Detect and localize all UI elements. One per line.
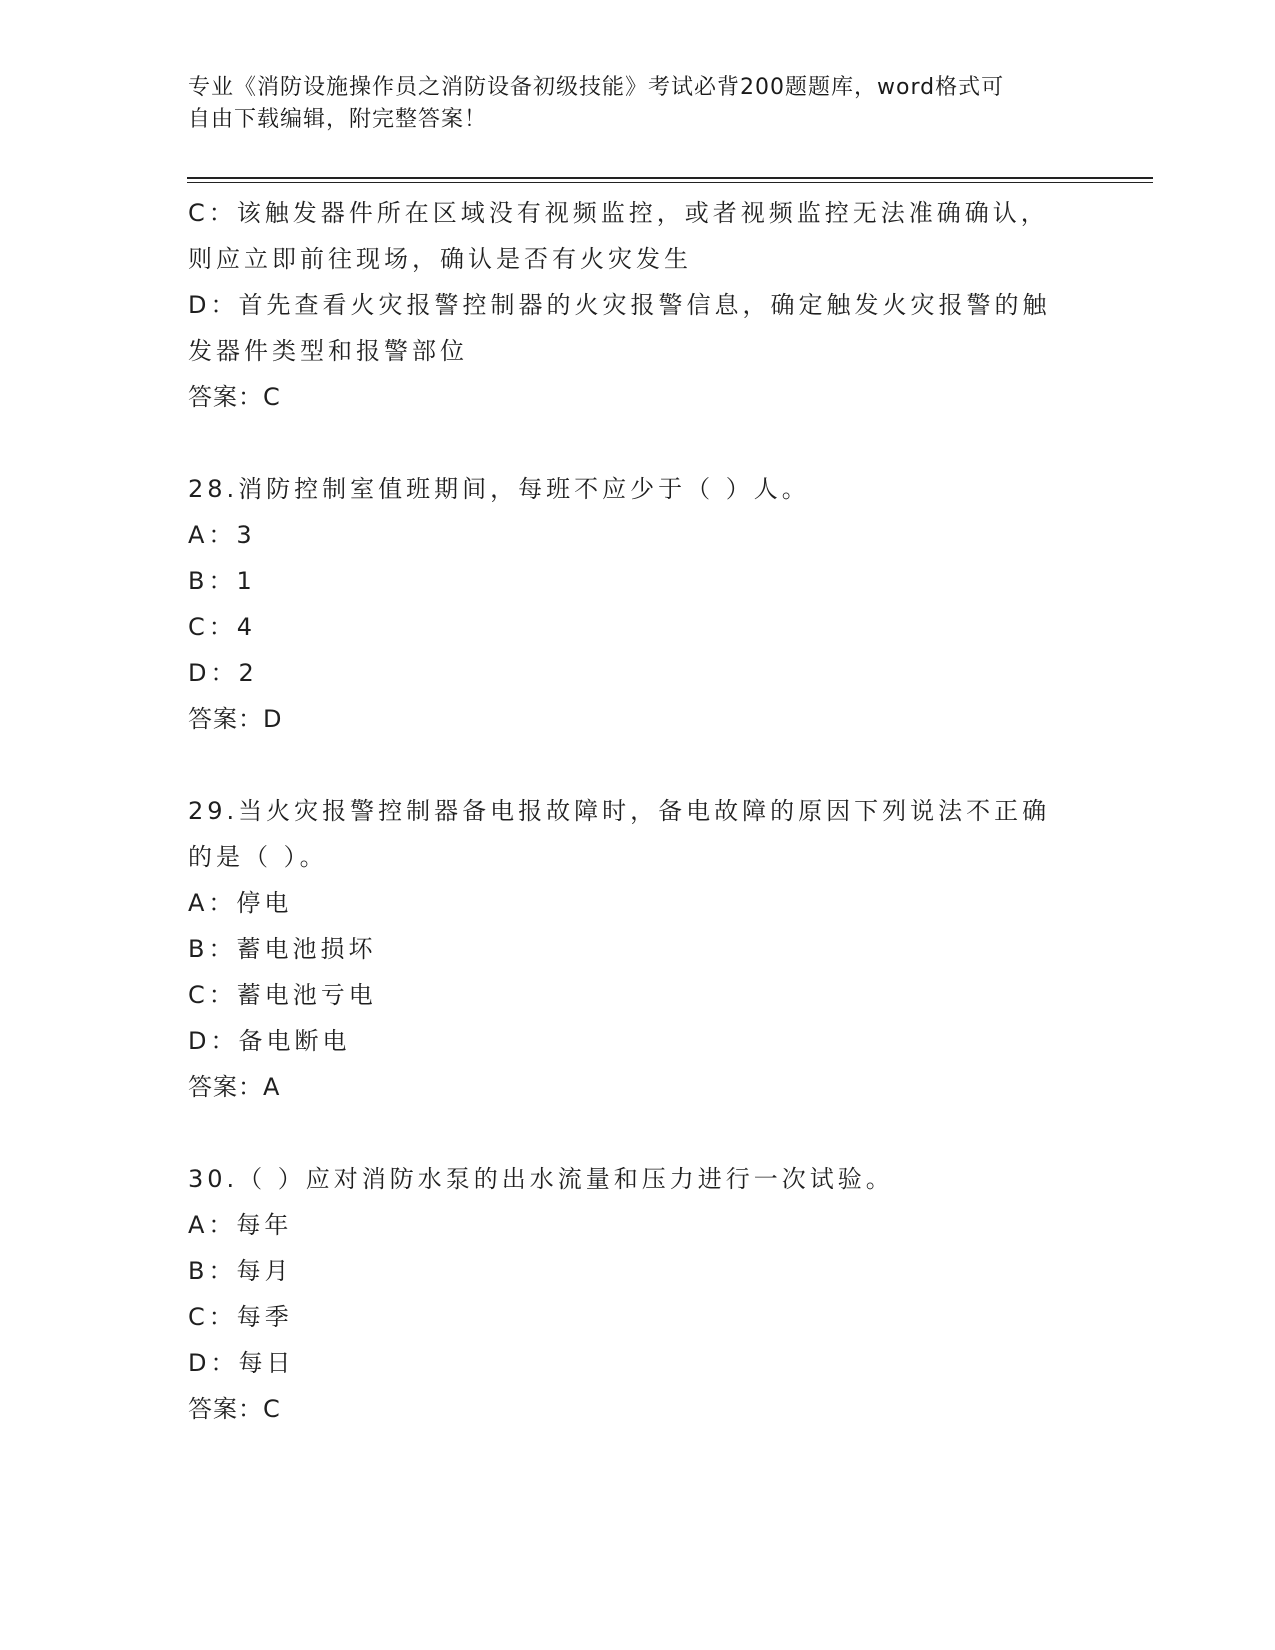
question-text: 28.消防控制室值班期间，每班不应少于（ ）人。 xyxy=(188,475,810,503)
spacer xyxy=(188,1110,1088,1156)
option-d-line-2: 发器件类型和报警部位 xyxy=(188,337,468,365)
option-c: C：4 xyxy=(188,613,257,641)
header-divider-thin xyxy=(187,182,1153,183)
spacer xyxy=(188,742,1088,788)
question-list xyxy=(188,190,1088,1432)
option-d: D：每日 xyxy=(188,1349,295,1377)
answer-line: 答案：D xyxy=(188,705,283,733)
document-header xyxy=(188,72,1068,136)
option-d: D：2 xyxy=(188,659,258,687)
header-line-1: 专业《消防设施操作员之消防设备初级技能》考试必背200题题库，word格式可 xyxy=(188,75,1005,100)
option-c-line-1: C：该触发器件所在区域没有视频监控，或者视频监控无法准确确认， xyxy=(188,199,1049,227)
option-c: C：每季 xyxy=(188,1303,293,1331)
option-b: B：1 xyxy=(188,567,256,595)
option-a: A：3 xyxy=(188,521,256,549)
option-d-line-1: D：首先查看火灾报警控制器的火灾报警信息，确定触发火灾报警的触 xyxy=(188,291,1051,319)
question-text-line-2: 的是（ ）。 xyxy=(188,843,328,871)
carryover-question xyxy=(188,190,1088,420)
header-divider-thick xyxy=(187,177,1153,179)
option-c: C：蓄电池亏电 xyxy=(188,981,377,1009)
option-b: B：蓄电池损坏 xyxy=(188,935,377,963)
option-a: A：停电 xyxy=(188,889,293,917)
answer-line: 答案：A xyxy=(188,1073,281,1101)
question-29 xyxy=(188,788,1088,1110)
question-text-line-1: 29.当火灾报警控制器备电报故障时，备电故障的原因下列说法不正确 xyxy=(188,797,1051,825)
question-30 xyxy=(188,1156,1088,1432)
answer-line: 答案：C xyxy=(188,383,281,411)
option-a: A：每年 xyxy=(188,1211,293,1239)
option-c-line-2: 则应立即前往现场，确认是否有火灾发生 xyxy=(188,245,692,273)
option-d: D：备电断电 xyxy=(188,1027,351,1055)
option-b: B：每月 xyxy=(188,1257,293,1285)
spacer xyxy=(188,420,1088,466)
question-text: 30.（ ）应对消防水泵的出水流量和压力进行一次试验。 xyxy=(188,1165,894,1193)
question-28 xyxy=(188,466,1088,742)
header-line-2: 自由下载编辑，附完整答案！ xyxy=(188,107,488,132)
answer-line: 答案：C xyxy=(188,1395,281,1423)
